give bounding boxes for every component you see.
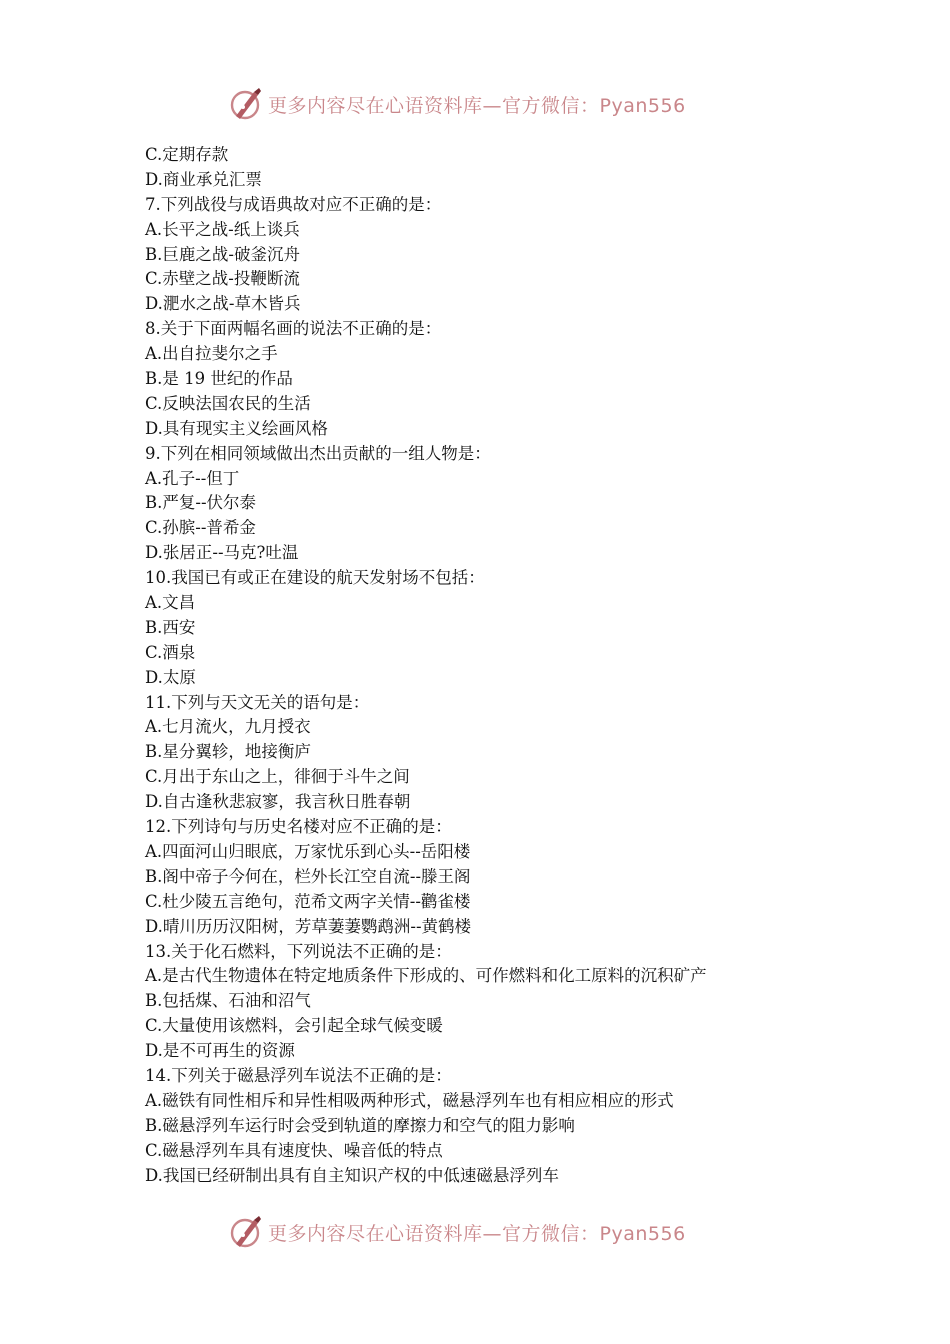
banner-text: 更多内容尽在心语资料库—官方微信：Pyan556 (268, 94, 686, 117)
text-line: C.定期存款 (145, 145, 229, 164)
text-line: 11.下列与天文无关的语句是： (145, 692, 370, 712)
text-line: A.七月流火，九月授衣 (145, 717, 311, 737)
text-line: C.大量使用该燃料，会引起全球气候变暖 (145, 1016, 443, 1036)
text-line: A.是古代生物遗体在特定地质条件下形成的、可作燃料和化工原料的沉积矿产 (145, 966, 707, 986)
text-line: B.严复--伏尔泰 (145, 493, 257, 513)
text-line: A.磁铁有同性相斥和异性相吸两种形式，磁悬浮列车也有相应相应的形式 (145, 1090, 674, 1110)
text-line: C.杜少陵五言绝句，范希文两字关情--鹳雀楼 (145, 891, 471, 911)
footer-banner (228, 1212, 748, 1252)
text-line: C.月出于东山之上，徘徊于斗牛之间 (145, 767, 410, 787)
text-line: A.四面河山归眼底，万家忧乐到心头--岳阳楼 (145, 841, 471, 861)
text-line: D.我国已经研制出具有自主知识产权的中低速磁悬浮列车 (145, 1165, 559, 1185)
text-line: C.酒泉 (145, 642, 196, 662)
text-line: 13.关于化石燃料，下列说法不正确的是： (145, 941, 452, 961)
text-line: D.淝水之战-草木皆兵 (145, 294, 301, 314)
question-list (145, 143, 845, 1188)
text-line: 7.下列战役与成语典故对应不正确的是： (145, 194, 442, 214)
text-line: 10.我国已有或正在建设的航天发射场不包括： (145, 568, 485, 588)
text-line: A.孔子--但丁 (145, 468, 240, 488)
text-line: B.西安 (145, 617, 196, 637)
pen-logo-icon (228, 86, 264, 122)
pen-logo-icon (228, 1214, 264, 1250)
text-line: D.太原 (145, 667, 196, 687)
banner-text: 更多内容尽在心语资料库—官方微信：Pyan556 (268, 1222, 686, 1245)
text-line: 8.关于下面两幅名画的说法不正确的是： (145, 319, 442, 339)
text-line: B.包括煤、石油和沼气 (145, 991, 311, 1011)
text-line: B.星分翼轸，地接衡庐 (145, 742, 311, 762)
text-line: B.是 19 世纪的作品 (145, 369, 293, 389)
text-line: 9.下列在相同领域做出杰出贡献的一组人物是： (145, 443, 491, 463)
text-line: D.具有现实主义绘画风格 (145, 418, 328, 438)
text-line: C.磁悬浮列车具有速度快、噪音低的特点 (145, 1140, 443, 1160)
text-line: A.出自拉斐尔之手 (145, 344, 278, 364)
text-line: A.文昌 (145, 593, 196, 613)
header-banner (228, 84, 748, 124)
text-line: D.晴川历历汉阳树，芳草萋萋鹦鹉洲--黄鹤楼 (145, 916, 472, 936)
text-line: D.张居正--马克?吐温 (145, 543, 299, 563)
text-line: 14.下列关于磁悬浮列车说法不正确的是： (145, 1065, 452, 1085)
text-line: B.巨鹿之战-破釜沉舟 (145, 244, 300, 264)
text-line: D.商业承兑汇票 (145, 169, 262, 189)
text-line: C.赤壁之战-投鞭断流 (145, 269, 300, 289)
text-line: B.磁悬浮列车运行时会受到轨道的摩擦力和空气的阻力影响 (145, 1115, 575, 1135)
text-line: B.阁中帝子今何在，栏外长江空自流--滕王阁 (145, 866, 471, 886)
text-line: C.孙膑--普希金 (145, 518, 256, 538)
text-line: D.自古逢秋悲寂寥，我言秋日胜春朝 (145, 792, 411, 812)
text-line: A.长平之战-纸上谈兵 (145, 219, 300, 239)
text-line: 12.下列诗句与历史名楼对应不正确的是： (145, 817, 452, 837)
text-line: D.是不可再生的资源 (145, 1041, 295, 1061)
text-line: C.反映法国农民的生活 (145, 393, 311, 413)
